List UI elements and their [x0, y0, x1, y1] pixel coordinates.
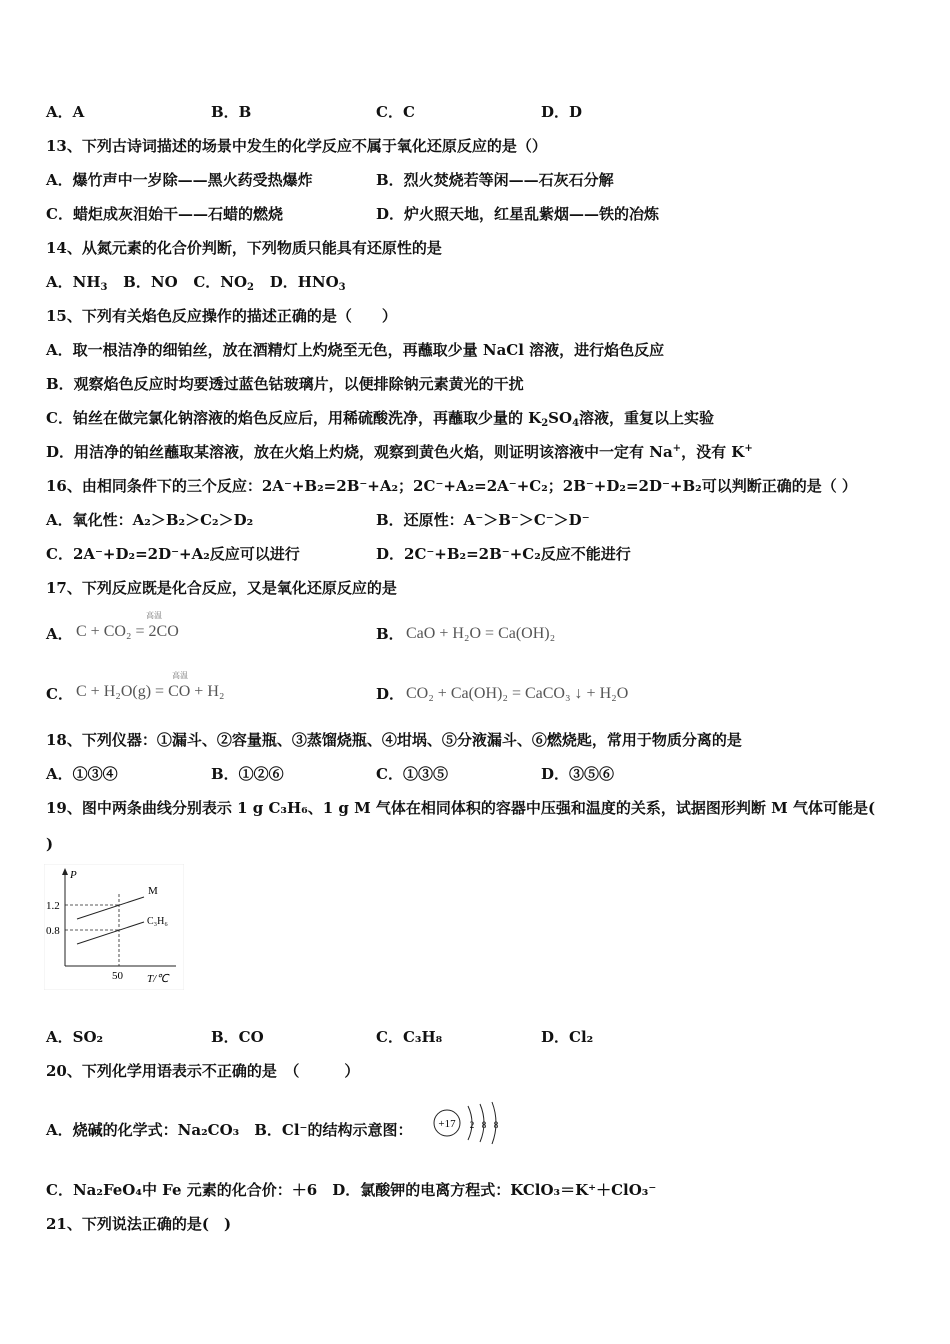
- q16-stem: 16、由相同条件下的三个反应：2A⁻+B₂=2B⁻+A₂；2C⁻+A₂=2A⁻+C₂；2B⁻+D₂=2D⁻+B₂可以判断正确的是（ ）: [46, 477, 857, 495]
- q15-option-c-sub2: 4: [572, 418, 580, 429]
- q15-option-d-mid: ，没有 K: [681, 443, 745, 461]
- q15-option-c-sub1: 2: [541, 418, 549, 429]
- q13-stem: 13、下列古诗词描述的场景中发生的化学反应不属于氧化还原反应的是（）: [46, 137, 547, 155]
- q17-option-a-label: A．: [46, 625, 73, 643]
- q14-option-c-label: C．: [193, 273, 221, 291]
- q20-options-cd: C．Na₂FeO₄中 Fe 元素的化合价：＋6 D．氯酸钾的电离方程式：KClO₃＝K⁺＋ClO₃⁻: [46, 1181, 657, 1199]
- q17-option-a-equation: C + CO₂ = 2CO: [76, 623, 179, 640]
- q16-option-d: D．2C⁻+B₂=2B⁻+C₂反应不能进行: [376, 545, 631, 563]
- q14-option-a-sub: 3: [100, 282, 108, 293]
- q17-option-b-equation: CaO + H₂O = Ca(OH)₂: [406, 625, 556, 642]
- y-tick-1-2: 1.2: [46, 900, 60, 912]
- q15-option-a: A．取一根洁净的细铂丝，放在酒精灯上灼烧至无色，再蘸取少量 NaCl 溶液，进行焰色反应: [46, 341, 665, 359]
- q19-option-b: B．CO: [211, 1028, 264, 1046]
- q17-option-b-label: B．: [376, 625, 404, 643]
- shell-3-count: 8: [493, 1120, 499, 1130]
- q14-stem: 14、从氮元素的化合价判断，下列物质只能具有还原性的是: [46, 239, 442, 257]
- q12-option-a: A．A: [46, 103, 85, 121]
- q18-stem: 18、下列仪器：①漏斗、②容量瓶、③蒸馏烧瓶、④坩埚、⑤分液漏斗、⑥燃烧匙，常用于物质分离的是: [46, 731, 742, 749]
- q14-options: [46, 272, 346, 292]
- q17-option-c-condition: 高温: [172, 671, 188, 680]
- q19-options: [0, 1027, 950, 1047]
- q13-option-c: C．蜡炬成灰泪始干——石蜡的燃烧: [46, 205, 283, 223]
- q15-stem: 15、下列有关焰色反应操作的描述正确的是（ ）: [46, 307, 397, 325]
- line-m-label: M: [148, 885, 158, 897]
- q15-option-c-pre: C．铂丝在做完氯化钠溶液的焰色反应后，用稀硫酸洗净，再蘸取少量的 K: [46, 409, 542, 427]
- shell-1-count: 2: [469, 1120, 475, 1130]
- q15-option-d-sup2: +: [744, 443, 753, 454]
- x-axis-label: T/℃: [147, 973, 169, 985]
- q14-option-b-formula: NO: [150, 273, 178, 291]
- q14-option-c-formula: NO: [220, 273, 248, 291]
- cl-ion-structure-diagram: [430, 1100, 510, 1150]
- q15-option-c-mid: SO: [548, 409, 573, 427]
- q13-option-a: A．爆竹声中一岁除——黑火药受热爆炸: [46, 171, 313, 189]
- x-tick-50: 50: [112, 970, 123, 982]
- q19-stem: 19、图中两条曲线分别表示 1 g C₃H₆、1 g M 气体在相同体积的容器中压强和温度的关系，试据图形判断 M 气体可能是(: [46, 799, 876, 817]
- q14-option-a-formula: NH: [72, 273, 101, 291]
- q15-option-c: [46, 408, 714, 428]
- q14-option-a-label: A．: [46, 273, 73, 291]
- q16-option-a: A．氧化性：A₂＞B₂＞C₂＞D₂: [46, 511, 254, 529]
- q20-stem: 20、下列化学用语表示不正确的是 （ ）: [46, 1062, 360, 1080]
- q15-option-d: [46, 442, 753, 462]
- q17-option-d-label: D．: [376, 685, 405, 703]
- q18-option-a: A．①③④: [46, 765, 118, 783]
- y-axis-label: P: [70, 869, 77, 881]
- q12-option-c: C．C: [376, 103, 415, 121]
- q15-option-d-pre: D．用洁净的铂丝蘸取某溶液，放在火焰上灼烧，观察到黄色火焰，则证明该溶液中一定有 Na: [46, 443, 673, 461]
- q21-stem: 21、下列说法正确的是( ): [46, 1215, 232, 1233]
- q14-option-d-formula: HNO: [297, 273, 339, 291]
- q18-option-b: B．①②⑥: [211, 765, 284, 783]
- q15-option-d-sup1: +: [672, 443, 682, 454]
- q12-option-d: D．D: [541, 103, 583, 121]
- q14-option-d-label: D．: [269, 273, 298, 291]
- q17-stem: 17、下列反应既是化合反应，又是氧化还原反应的是: [46, 579, 397, 597]
- q17-option-c-equation: C + H₂O(g) = CO + H₂: [76, 683, 225, 700]
- q12-option-b: B．B: [211, 103, 252, 121]
- q17-option-d-equation: CO₂ + Ca(OH)₂ = CaCO₃ ↓ + H₂O: [406, 685, 629, 702]
- q18-options: [0, 764, 950, 784]
- q20-options-ab: A．烧碱的化学式：Na₂CO₃ B．Cl⁻的结构示意图：: [46, 1121, 413, 1139]
- q13-option-d: D．炉火照天地，红星乱紫烟——铁的冶炼: [376, 205, 660, 223]
- q19-option-a: A．SO₂: [46, 1028, 104, 1046]
- shell-2-count: 8: [481, 1120, 487, 1130]
- y-tick-0-8: 0.8: [46, 925, 60, 937]
- q13-option-b: B．烈火焚烧若等闲——石灰石分解: [376, 171, 614, 189]
- q14-option-c-sub: 2: [247, 282, 255, 293]
- q12-options: [0, 102, 950, 122]
- q18-option-c: C．①③⑤: [376, 765, 448, 783]
- q19-option-c: C．C₃H₈: [376, 1028, 443, 1046]
- q19-option-d: D．Cl₂: [541, 1028, 594, 1046]
- q14-option-d-sub: 3: [338, 282, 346, 293]
- q19-stem-end: ): [46, 835, 54, 853]
- line-c3h6-label: C₃H₆: [147, 916, 168, 927]
- q16-option-c: C．2A⁻+D₂=2D⁻+A₂反应可以进行: [46, 545, 300, 563]
- q18-option-d: D．③⑤⑥: [541, 765, 615, 783]
- pressure-temperature-graph: [44, 864, 184, 990]
- q15-option-c-post: 溶液，重复以上实验: [579, 409, 715, 427]
- q14-option-b-label: B．: [123, 273, 151, 291]
- nucleus-charge: +17: [438, 1118, 456, 1130]
- q16-option-b: B．还原性：A⁻＞B⁻＞C⁻＞D⁻: [376, 511, 590, 529]
- q17-option-c-label: C．: [46, 685, 73, 703]
- q17-option-a-condition: 高温: [146, 611, 162, 620]
- q15-option-b: B．观察焰色反应时均要透过蓝色钴玻璃片，以便排除钠元素黄光的干扰: [46, 375, 524, 393]
